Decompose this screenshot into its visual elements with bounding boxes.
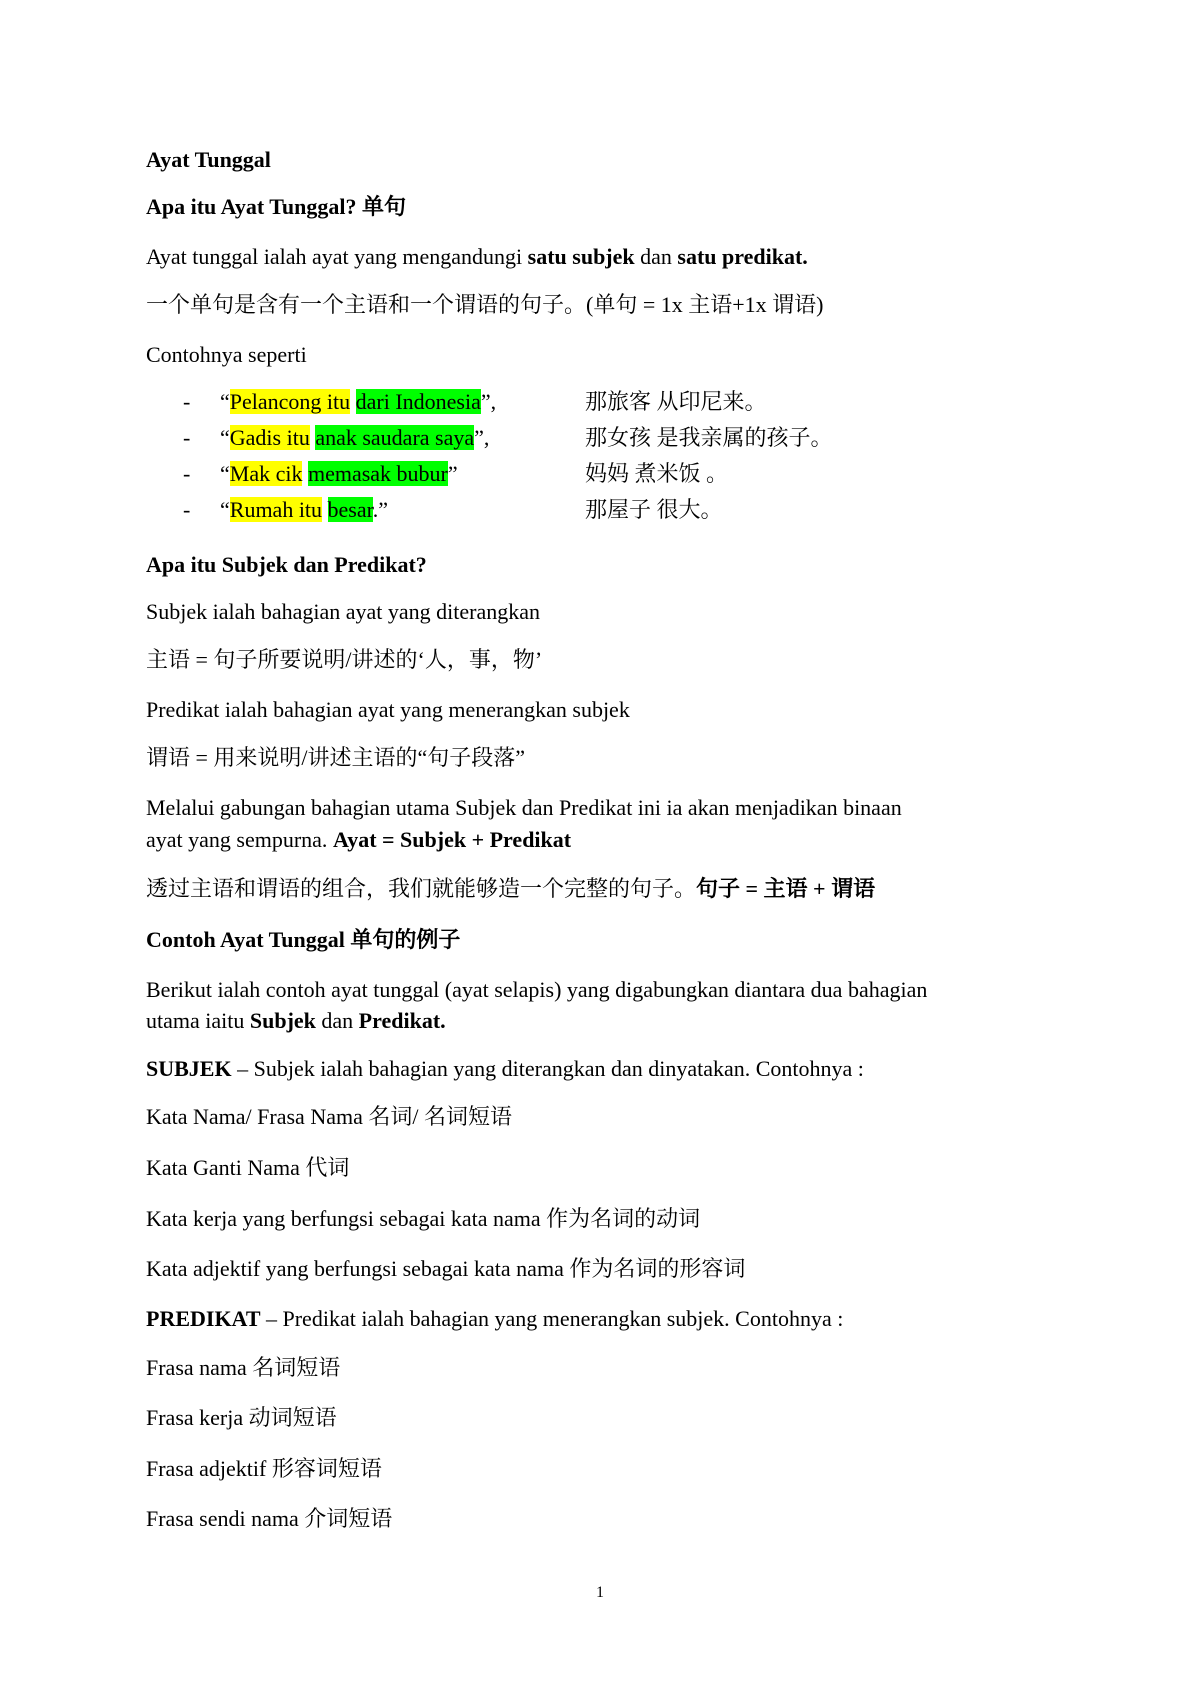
subject-highlight: Rumah itu xyxy=(229,497,323,522)
formula-chinese-bold: 句子 = 主语 + 谓语 xyxy=(696,876,876,901)
example-sentence: “Rumah itu besar.” xyxy=(220,497,389,522)
formula-ayat: Ayat = Subjek + Predikat xyxy=(332,827,572,852)
example-sentence: “Pelancong itu dari Indonesia”, xyxy=(220,389,497,414)
subjek-item: Kata kerja yang berfungsi sebagai kata nama 作为名词的动词 xyxy=(146,1206,701,1231)
page-number: 1 xyxy=(596,1584,604,1601)
subjek-definition: Subjek ialah bahagian ayat yang diterangkan xyxy=(146,599,541,624)
example-translation: 妈妈 煮米饭 。 xyxy=(585,461,729,486)
predikat-definition-chinese: 谓语 = 用来说明/讲述主语的“句子段落” xyxy=(146,745,526,770)
subjek-definition-chinese: 主语 = 句子所要说明/讲述的‘人，事，物’ xyxy=(146,647,543,672)
definition-paragraph: Ayat tunggal ialah ayat yang mengandungi satu subjek dan satu predikat. xyxy=(146,244,808,269)
page-title: Ayat Tunggal xyxy=(146,147,271,172)
list-dash: - xyxy=(183,497,191,522)
subject-highlight: Gadis itu xyxy=(229,425,310,450)
melalui-paragraph-line1: Melalui gabungan bahagian utama Subjek dan Predikat ini ia akan menjadikan binaan xyxy=(146,795,902,820)
example-translation: 那旅客 从印尼来。 xyxy=(585,389,767,414)
subjek-item: Kata Ganti Nama 代词 xyxy=(146,1155,350,1180)
list-dash: - xyxy=(183,425,191,450)
predikat-item: Frasa nama 名词短语 xyxy=(146,1355,341,1380)
predicate-highlight: besar xyxy=(327,497,373,522)
definition-chinese: 一个单句是含有一个主语和一个谓语的句子。(单句 = 1x 主语+1x 谓语) xyxy=(146,292,824,317)
subjek-item: Kata adjektif yang berfungsi sebagai kata nama 作为名词的形容词 xyxy=(146,1256,746,1281)
formula-chinese: 透过主语和谓语的组合，我们就能够造一个完整的句子。句子 = 主语 + 谓语 xyxy=(146,876,876,901)
predikat-item: Frasa kerja 动词短语 xyxy=(146,1405,337,1430)
heading-subjek-predikat: Apa itu Subjek dan Predikat? xyxy=(146,552,427,577)
berikut-paragraph-line2: utama iaitu Subjek dan Predikat. xyxy=(146,1008,446,1033)
subjek-item: Kata Nama/ Frasa Nama 名词/ 名词短语 xyxy=(146,1104,512,1129)
subjek-section-label: SUBJEK – Subjek ialah bahagian yang diterangkan dan dinyatakan. Contohnya : xyxy=(146,1056,864,1081)
example-translation: 那女孩 是我亲属的孩子。 xyxy=(585,425,833,450)
list-dash: - xyxy=(183,461,191,486)
predicate-highlight: memasak bubur xyxy=(307,461,448,486)
heading-contoh-ayat-tunggal: Contoh Ayat Tunggal 单句的例子 xyxy=(146,927,461,952)
berikut-paragraph-line1: Berikut ialah contoh ayat tunggal (ayat selapis) yang digabungkan diantara dua bahagian xyxy=(146,977,928,1002)
predikat-item: Frasa adjektif 形容词短语 xyxy=(146,1456,382,1481)
examples-intro: Contohnya seperti xyxy=(146,342,307,367)
predicate-highlight: anak saudara saya xyxy=(315,425,475,450)
list-dash: - xyxy=(183,389,191,414)
example-sentence: “Mak cik memasak bubur” xyxy=(220,461,458,486)
predikat-item: Frasa sendi nama 介词短语 xyxy=(146,1506,393,1531)
subject-highlight: Mak cik xyxy=(229,461,303,486)
example-translation: 那屋子 很大。 xyxy=(585,497,723,522)
melalui-paragraph-line2: ayat yang sempurna. Ayat = Subjek + Predikat xyxy=(146,827,572,852)
predikat-section-label: PREDIKAT – Predikat ialah bahagian yang menerangkan subjek. Contohnya : xyxy=(146,1306,844,1331)
heading-apa-itu-ayat-tunggal: Apa itu Ayat Tunggal? 单句 xyxy=(146,194,407,219)
subject-highlight: Pelancong itu xyxy=(229,389,351,414)
example-sentence: “Gadis itu anak saudara saya”, xyxy=(220,425,490,450)
predicate-highlight: dari Indonesia xyxy=(355,389,481,414)
predikat-definition: Predikat ialah bahagian ayat yang menerangkan subjek xyxy=(146,697,630,722)
